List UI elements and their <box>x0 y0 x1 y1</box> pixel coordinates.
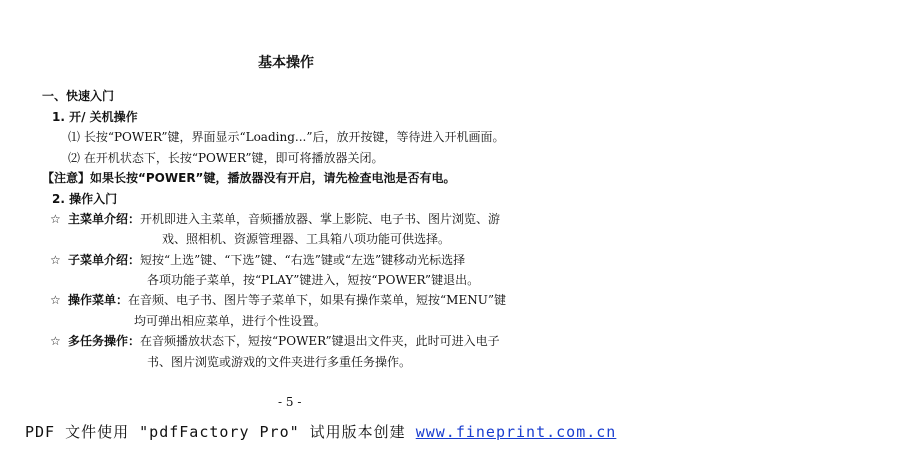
item-text-continued: 均可弹出相应菜单，进行个性设置。 <box>134 314 327 328</box>
item-text-continued: 戏、照相机、资源管理器、工具箱八项功能可供选择。 <box>162 232 451 246</box>
section-heading-quick-start: 一、快速入门 <box>42 89 115 103</box>
star-icon: ☆ <box>50 212 61 226</box>
item-label: 操作菜单： <box>68 293 129 307</box>
page-number: - 5 - <box>278 395 302 409</box>
footer-link[interactable]: www.fineprint.com.cn <box>415 423 617 441</box>
list-item <box>50 291 506 308</box>
subsection-heading-basics: 2. 操作入门 <box>52 192 118 206</box>
item-text: 在音频、电子书、图片等子菜单下，如果有操作菜单，短按“MENU”键 <box>128 293 506 307</box>
item-text: 在音频播放状态下，短按“POWER”键退出文件夹，此时可进入电子 <box>140 334 500 348</box>
subsection-heading-power: 1. 开/ 关机操作 <box>52 110 138 124</box>
list-item <box>50 332 500 349</box>
star-icon: ☆ <box>50 253 61 267</box>
footer-text: PDF 文件使用 "pdfFactory Pro" 试用版本创建 <box>25 423 406 441</box>
item-text-continued: 各项功能子菜单，按“PLAY”键进入，短按“POWER”键退出。 <box>147 273 480 287</box>
list-item <box>50 210 500 227</box>
power-item-2: ⑵ 在开机状态下，长按“POWER”键，即可将播放器关闭。 <box>68 151 384 165</box>
item-text: 短按“上选”键、“下选”键、“右选”键或“左选”键移动光标选择 <box>140 253 466 267</box>
star-icon: ☆ <box>50 334 61 348</box>
page-title: 基本操作 <box>258 55 314 71</box>
item-label: 子菜单介绍： <box>68 253 141 267</box>
note: 【注意】如果长按“POWER”键，播放器没有开启，请先检查电池是否有电。 <box>42 171 456 185</box>
power-item-1: ⑴ 长按“POWER”键，界面显示“Loading...”后，放开按键，等待进入开机画面。 <box>68 130 505 144</box>
star-icon: ☆ <box>50 293 61 307</box>
item-text-continued: 书、图片浏览或游戏的文件夹进行多重任务操作。 <box>147 355 412 369</box>
list-item <box>50 251 465 268</box>
item-label: 多任务操作： <box>68 334 141 348</box>
pdf-footer <box>25 421 616 442</box>
item-text: 开机即进入主菜单，音频播放器、掌上影院、电子书、图片浏览、游 <box>140 212 501 226</box>
item-label: 主菜单介绍： <box>68 212 141 226</box>
